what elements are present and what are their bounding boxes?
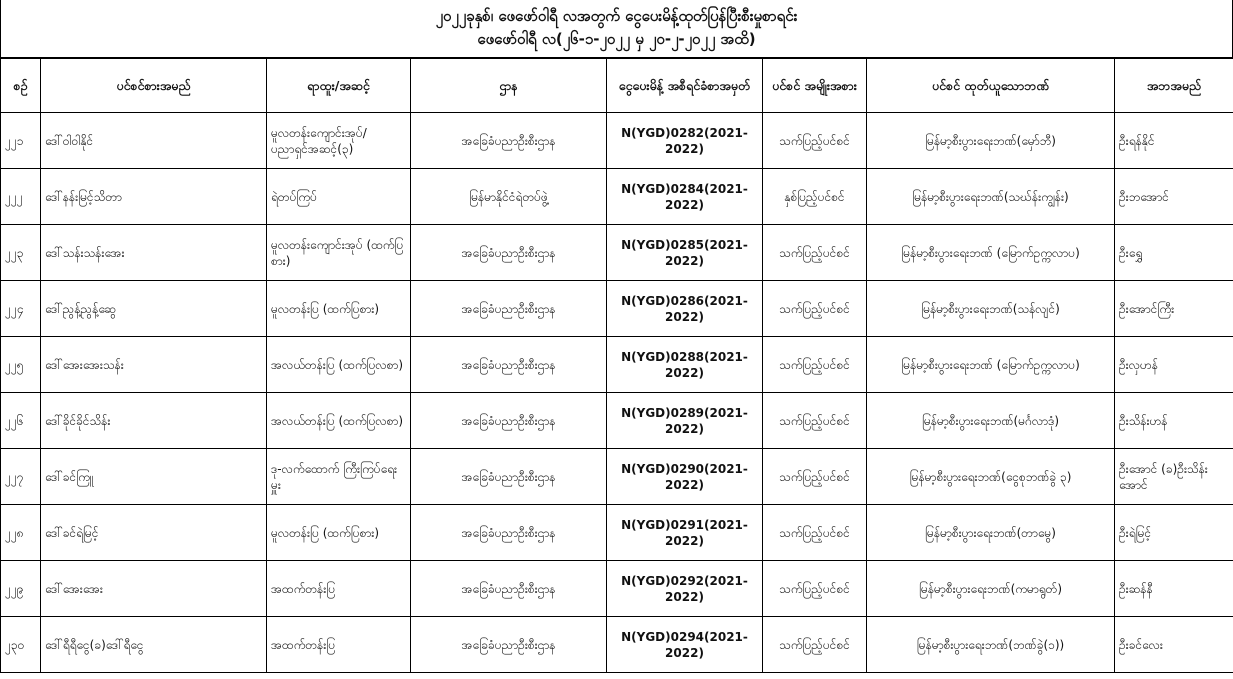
cell-position: မူလတန်းပြ (ထက်ပြစား)	[267, 281, 411, 337]
cell-department: အခြေခံပညာဦးစီးဌာန	[411, 449, 607, 505]
cell-no: ၂၂၅	[1, 337, 41, 393]
cell-department: မြန်မာနိုင်ငံရဲတပ်ဖွဲ့	[411, 169, 607, 225]
table-row	[1, 113, 1233, 169]
table-row	[1, 225, 1233, 281]
cell-father-name: ဦးခင်လေး	[1115, 617, 1233, 673]
cell-pensioner-name: ဒေါ်ခင်ရဲမြင့်	[41, 505, 267, 561]
cell-pensioner-name: ဒေါ်ဝါဝါနိုင်	[41, 113, 267, 169]
table-row	[1, 505, 1233, 561]
cell-position: မူလတန်းပြ (ထက်ပြစား)	[267, 505, 411, 561]
cell-pension-type: သက်ပြည့်ပင်စင်	[763, 281, 867, 337]
cell-payment-order-no: N(YGD)0289(2021-2022)	[607, 393, 763, 449]
cell-no: ၂၂၉	[1, 561, 41, 617]
cell-position: အလယ်တန်းပြ (ထက်ပြလစာ)	[267, 337, 411, 393]
header-position: ရာထူး/အဆင့်	[267, 59, 411, 113]
cell-pension-type: သက်ပြည့်ပင်စင်	[763, 393, 867, 449]
table-header-row	[1, 59, 1233, 113]
cell-position: ရဲတပ်ကြပ်	[267, 169, 411, 225]
header-pension-type: ပင်စင် အမျိုးအစား	[763, 59, 867, 113]
cell-payment-order-no: N(YGD)0286(2021-2022)	[607, 281, 763, 337]
cell-payment-order-no: N(YGD)0284(2021-2022)	[607, 169, 763, 225]
cell-bank: မြန်မာ့စီးပွားရေးဘဏ် (မြောက်ဥက္ကလာပ)	[867, 337, 1115, 393]
cell-pension-type: သက်ပြည့်ပင်စင်	[763, 337, 867, 393]
cell-father-name: ဦးသိန်းဟန်	[1115, 393, 1233, 449]
table-row	[1, 561, 1233, 617]
document-title: ၂၀၂၂ခုနှစ်၊ ဖေဖော်ဝါရီ လအတွက် ငွေပေးမိန့်ထုတ်ပြန်ပြီးစီးမှုစာရင်း	[435, 7, 798, 25]
header-father-name: အဘအမည်	[1115, 59, 1233, 113]
document-title-block	[0, 0, 1233, 58]
cell-payment-order-no: N(YGD)0294(2021-2022)	[607, 617, 763, 673]
header-payment-order-no: ငွေပေးမိန့် အစီရင်ခံစာအမှတ်	[607, 59, 763, 113]
cell-payment-order-no: N(YGD)0282(2021-2022)	[607, 113, 763, 169]
cell-bank: မြန်မာ့စီးပွားရေးဘဏ် (မြောက်ဥက္ကလာပ)	[867, 225, 1115, 281]
document-subtitle: ဖေဖော်ဝါရီ လ(၂၆-၁-၂၀၂၂ မှ ၂၀-၂-၂၀၂၂ အထိ)	[477, 30, 756, 48]
cell-department: အခြေခံပညာဦးစီးဌာန	[411, 393, 607, 449]
cell-pension-type: သက်ပြည့်ပင်စင်	[763, 561, 867, 617]
cell-father-name: ဦးရဲမြင့်	[1115, 505, 1233, 561]
cell-payment-order-no: N(YGD)0292(2021-2022)	[607, 561, 763, 617]
cell-department: အခြေခံပညာဦးစီးဌာန	[411, 617, 607, 673]
cell-bank: မြန်မာ့စီးပွားရေးဘဏ်(သန်လျင်)	[867, 281, 1115, 337]
cell-pensioner-name: ဒေါ်ရီရီငွေ(ခ)ဒေါ်ရီငွေ	[41, 617, 267, 673]
cell-father-name: ဦးရန်နိုင်	[1115, 113, 1233, 169]
cell-pensioner-name: ဒေါ်အေးအေးသန်း	[41, 337, 267, 393]
cell-department: အခြေခံပညာဦးစီးဌာန	[411, 337, 607, 393]
table-row	[1, 281, 1233, 337]
cell-pension-type: သက်ပြည့်ပင်စင်	[763, 449, 867, 505]
cell-pensioner-name: ဒေါ်သန်းသန်းအေး	[41, 225, 267, 281]
cell-pensioner-name: ဒေါ်ခင်ကြူ	[41, 449, 267, 505]
cell-position: အထက်တန်းပြ	[267, 617, 411, 673]
cell-no: ၂၂၂	[1, 169, 41, 225]
cell-bank: မြန်မာ့စီးပွားရေးဘဏ်(မှော်ဘီ)	[867, 113, 1115, 169]
table-row	[1, 169, 1233, 225]
cell-position: အလယ်တန်းပြ (ထက်ပြလစာ)	[267, 393, 411, 449]
cell-department: အခြေခံပညာဦးစီးဌာန	[411, 505, 607, 561]
cell-no: ၂၂၇	[1, 449, 41, 505]
cell-bank: မြန်မာ့စီးပွားရေးဘဏ်(သဃ်န်းကျွန်း)	[867, 169, 1115, 225]
cell-no: ၂၂၃	[1, 225, 41, 281]
cell-payment-order-no: N(YGD)0288(2021-2022)	[607, 337, 763, 393]
cell-pension-type: သက်ပြည့်ပင်စင်	[763, 225, 867, 281]
pension-table	[0, 58, 1233, 673]
cell-no: ၂၂၄	[1, 281, 41, 337]
cell-no: ၂၃၀	[1, 617, 41, 673]
cell-pensioner-name: ဒေါ်အေးအေး	[41, 561, 267, 617]
cell-bank: မြန်မာ့စီးပွားရေးဘဏ်(ငွေစုဘဏ်ခွဲ ၃)	[867, 449, 1115, 505]
cell-father-name: ဦးဘအောင်	[1115, 169, 1233, 225]
cell-pension-type: သက်ပြည့်ပင်စင်	[763, 505, 867, 561]
cell-father-name: ဦးလှဟန်	[1115, 337, 1233, 393]
cell-position: ဒု-လက်ထောက် ကြီးကြပ်ရေးမှူး	[267, 449, 411, 505]
cell-department: အခြေခံပညာဦးစီးဌာန	[411, 281, 607, 337]
cell-father-name: ဦးအောင် (ခ)ဦးသိန်းအောင်	[1115, 449, 1233, 505]
cell-no: ၂၂၆	[1, 393, 41, 449]
cell-pension-type: သက်ပြည့်ပင်စင်	[763, 113, 867, 169]
cell-father-name: ဦးရွှေ	[1115, 225, 1233, 281]
cell-bank: မြန်မာ့စီးပွားရေးဘဏ်(ကမာရွတ်)	[867, 561, 1115, 617]
cell-payment-order-no: N(YGD)0291(2021-2022)	[607, 505, 763, 561]
table-row	[1, 337, 1233, 393]
cell-department: အခြေခံပညာဦးစီးဌာန	[411, 561, 607, 617]
cell-payment-order-no: N(YGD)0290(2021-2022)	[607, 449, 763, 505]
cell-pensioner-name: ဒေါ်နန်းမြင့်သိတာ	[41, 169, 267, 225]
cell-position: မူလတန်းကျောင်းအုပ်/ ပညာရှင်အဆင့်(၃)	[267, 113, 411, 169]
cell-position: အထက်တန်းပြ	[267, 561, 411, 617]
table-row	[1, 449, 1233, 505]
cell-bank: မြန်မာ့စီးပွားရေးဘဏ်(မင်္ဂလာဒုံ)	[867, 393, 1115, 449]
table-row	[1, 393, 1233, 449]
table-row	[1, 617, 1233, 673]
header-department: ဌာန	[411, 59, 607, 113]
cell-department: အခြေခံပညာဦးစီးဌာန	[411, 225, 607, 281]
table-body	[1, 113, 1233, 673]
cell-no: ၂၂၈	[1, 505, 41, 561]
cell-pension-type: နှစ်ပြည့်ပင်စင်	[763, 169, 867, 225]
header-bank: ပင်စင် ထုတ်ယူသောဘဏ်	[867, 59, 1115, 113]
cell-father-name: ဦးအောင်ကြီး	[1115, 281, 1233, 337]
cell-pensioner-name: ဒေါ်ခိုင်ခိုင်သိန်း	[41, 393, 267, 449]
cell-pension-type: သက်ပြည့်ပင်စင်	[763, 617, 867, 673]
cell-position: မူလတန်းကျောင်းအုပ် (ထက်ပြစား)	[267, 225, 411, 281]
cell-pensioner-name: ဒေါ်ညွန့်ညွန့်ဆွေ	[41, 281, 267, 337]
header-no: စဉ်	[1, 59, 41, 113]
header-pensioner-name: ပင်စင်စားအမည်	[41, 59, 267, 113]
cell-bank: မြန်မာ့စီးပွားရေးဘဏ်(တာမွေ)	[867, 505, 1115, 561]
cell-department: အခြေခံပညာဦးစီးဌာန	[411, 113, 607, 169]
cell-no: ၂၂၁	[1, 113, 41, 169]
cell-payment-order-no: N(YGD)0285(2021-2022)	[607, 225, 763, 281]
cell-father-name: ဦးဆန်နီ	[1115, 561, 1233, 617]
cell-bank: မြန်မာ့စီးပွားရေးဘဏ်(ဘဏ်ခွဲ(၁))	[867, 617, 1115, 673]
